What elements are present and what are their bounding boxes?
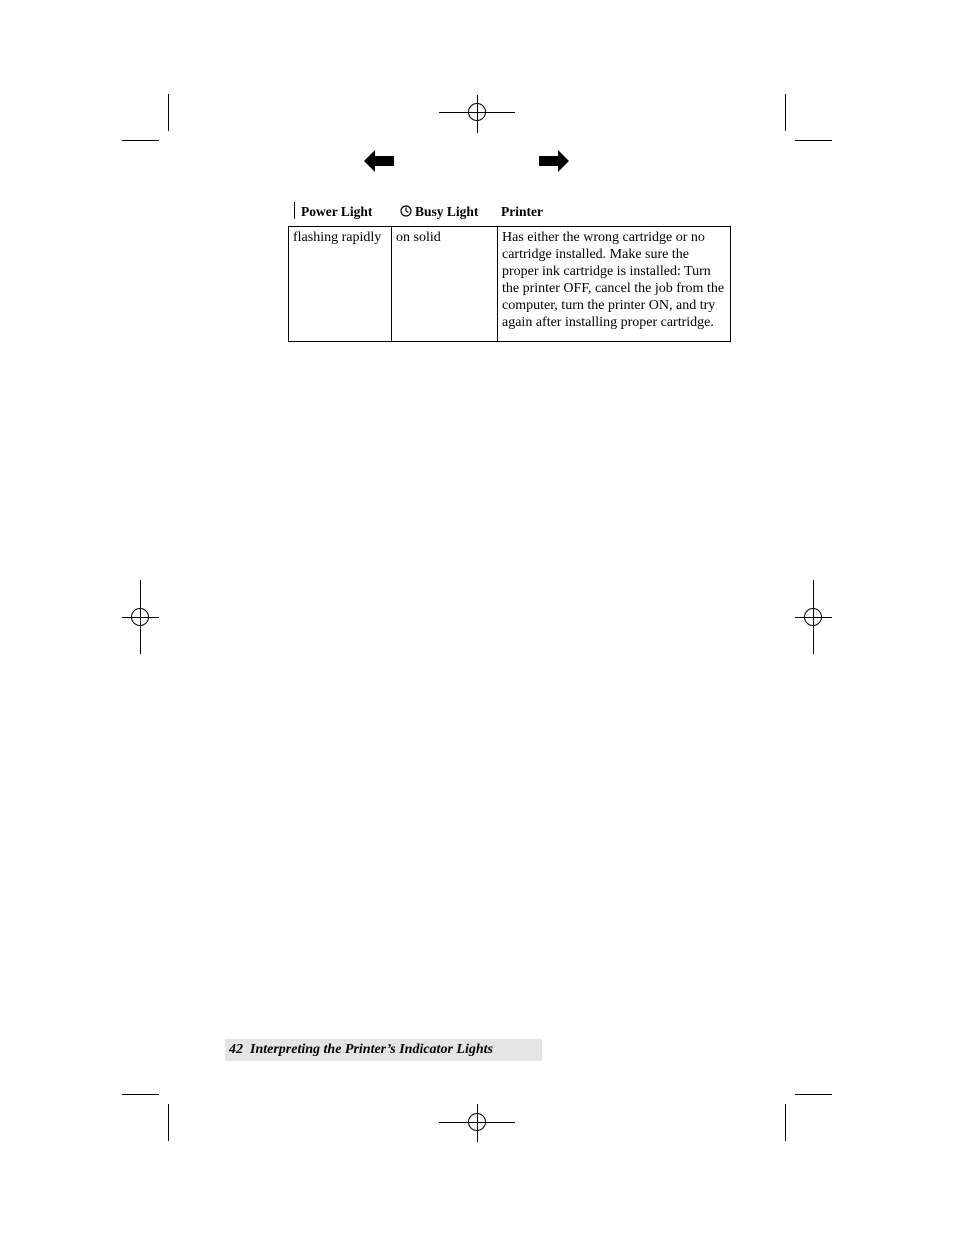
crop-mark <box>795 1094 832 1095</box>
registration-mark-line <box>813 580 814 654</box>
crop-mark <box>785 1104 786 1141</box>
column-header-busy-label: Busy Light <box>415 204 479 219</box>
power-light-indicator <box>294 202 295 219</box>
cell-busy: on solid <box>392 227 498 342</box>
page-number: 42 <box>229 1042 243 1057</box>
page-footer <box>229 1042 493 1058</box>
crop-mark <box>785 94 786 131</box>
left-arrow-icon[interactable] <box>364 150 394 172</box>
column-header-printer <box>501 204 543 220</box>
crop-mark <box>795 140 832 141</box>
footer-title: Interpreting the Printer’s Indicator Lights <box>250 1042 493 1057</box>
crop-mark <box>168 94 169 131</box>
right-arrow-icon[interactable] <box>539 150 569 172</box>
indicator-table <box>288 226 731 342</box>
registration-mark-line <box>477 95 478 133</box>
crop-mark <box>122 1094 159 1095</box>
table-row <box>289 227 731 342</box>
crop-mark <box>122 140 159 141</box>
column-header-power <box>301 204 372 220</box>
cell-power: flashing rapidly <box>289 227 392 342</box>
registration-mark-line <box>477 1104 478 1142</box>
cell-printer: Has either the wrong cartridge or no cartridge installed. Make sure the proper ink cartridge is installed: Turn the printer OFF, cancel the job from the computer, turn the printer ON, and try again after installing proper cartridge. <box>498 227 731 342</box>
crop-mark <box>168 1104 169 1141</box>
column-header-printer-label: Printer <box>501 204 543 219</box>
clock-icon <box>400 205 412 217</box>
registration-mark-line <box>140 580 141 654</box>
column-header-busy <box>400 204 478 220</box>
column-header-power-label: Power Light <box>301 204 373 219</box>
